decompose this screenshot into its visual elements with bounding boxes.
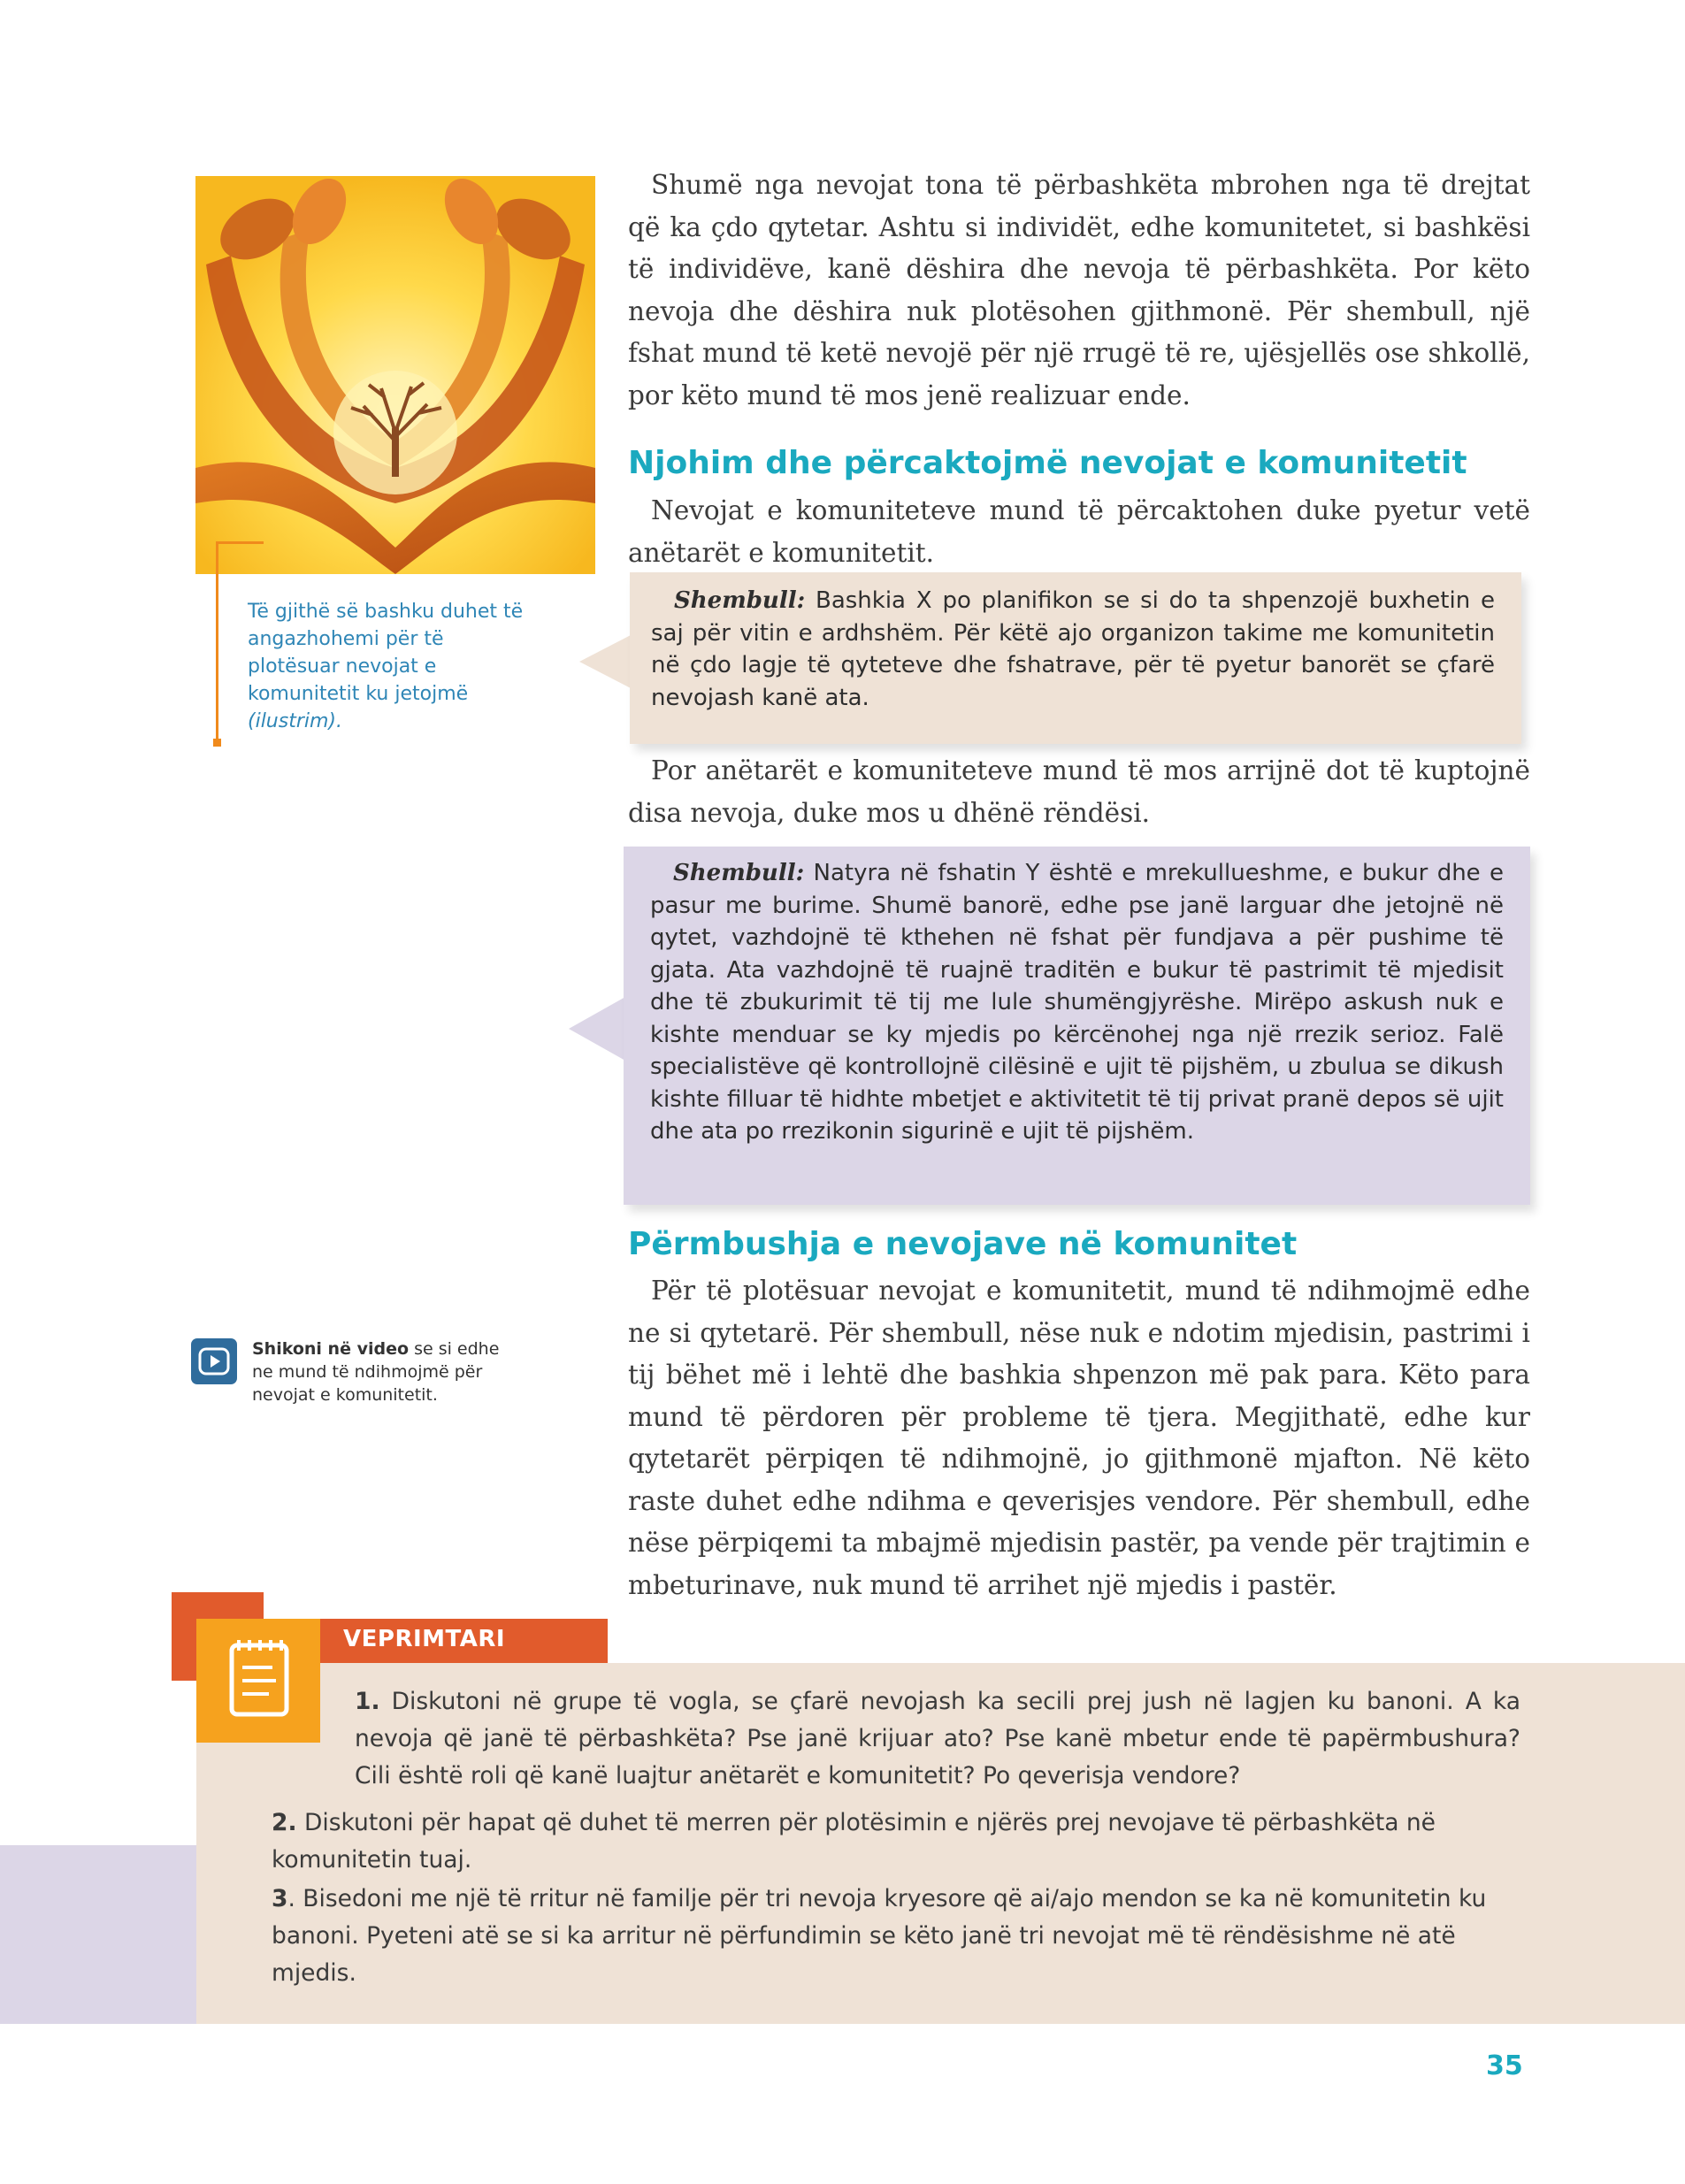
example-text: Bashkia X po planifikon se si do ta shpenzojë buxhetin e saj për vitin e ardhshëm. Për këtë ajo organizon takime me komunitetin në çdo lagje të qyteteve dhe fshatrave, për të pyetur banorët se çfarë nevojash kanë ata. bbox=[651, 587, 1495, 711]
activity-item-1 bbox=[355, 1683, 1520, 1795]
callout-pointer bbox=[569, 997, 625, 1061]
activity-item-text: Diskutoni në grupe të vogla, se çfarë nevojash ka secili prej jush në lagjen ku banoni. A ka nevoja që janë të përbashkëta? Pse janë krijuar ato? Pse kanë mbetur ende të papërmbushura? Cili është roli që kanë luajtur anëtarët e komunitetit? Po qeverisja vendore? bbox=[355, 1688, 1520, 1789]
paragraph-identify: Nevojat e komuniteteve mund të përcaktohen duke pyetur vetë anëtarët e komunitetit. bbox=[628, 495, 1530, 568]
activity-item-3 bbox=[272, 1881, 1520, 1992]
caption-note: (ilustrim). bbox=[248, 710, 343, 732]
example-box-2 bbox=[624, 847, 1530, 1205]
notepad-icon bbox=[196, 1619, 320, 1743]
activity-side-band bbox=[0, 1845, 196, 2024]
section-heading-identify: Njohim dhe përcaktojmë nevojat e komunitetit bbox=[628, 445, 1467, 481]
callout-pointer bbox=[579, 635, 631, 688]
activity-item-number: 2. bbox=[272, 1809, 297, 1836]
section-heading-fulfill: Përmbushja e nevojave në komunitet bbox=[628, 1226, 1298, 1262]
activity-item-text: Diskutoni për hapat që duhet të merren për plotësimin e njërës prej nevojave të përbashkëta në komunitetin tuaj. bbox=[272, 1809, 1436, 1874]
video-note-text: se si edhe ne mund të ndihmojmë për nevojat e komunitetit. bbox=[252, 1339, 500, 1405]
caption-rule bbox=[216, 541, 218, 747]
example-box-1 bbox=[630, 572, 1521, 744]
activity-item-text: . Bisedoni me një të rritur në familje për tri nevoja kryesore që ai/ajo mendon se ka në komunitetin ku banoni. Pyeteni atë se si ka arritur në përfundimin se këto janë tri nevojat më të rëndësishme në atë mjedis. bbox=[272, 1885, 1487, 1987]
caption-text: Të gjithë së bashku duhet të angazhohemi për të plotësuar nevojat e komunitetit ku jetojmë bbox=[248, 601, 524, 705]
activity-item-number: 1. bbox=[355, 1688, 380, 1715]
video-note[interactable] bbox=[252, 1337, 517, 1406]
activity-title: VEPRIMTARI bbox=[343, 1626, 506, 1652]
paragraph-intro: Shumë nga nevojat tona të përbashkëta mbrohen nga të drejtat që ka çdo qytetar. Ashtu si individët, edhe komunitetet, si bashkësi të individëve, kanë dëshira dhe nevoja të përbashkëta. Por këto nevoja dhe dëshira nuk plotësohen gjithmonë. Për shembull, një fshat mund të ketë nevojë për një rrugë të re, ujësjellës ose shkollë, por këto mund të mos jenë realizuar ende. bbox=[628, 170, 1530, 410]
example-label: Shembull: bbox=[673, 860, 805, 886]
caption-marker bbox=[213, 739, 221, 747]
video-play-icon[interactable] bbox=[191, 1338, 237, 1384]
caption-rule-top bbox=[216, 541, 264, 544]
video-note-bold: Shikoni në video bbox=[252, 1339, 410, 1359]
example-text: Natyra në fshatin Y është e mrekullueshme, e bukur dhe e pasur me burime. Shumë banorë, edhe pse janë larguar dhe jetojnë në qytet, vazhdojnë të kthehen në fshat për fundjava a për pushime të gjata. Ata vazhdojnë të ruajnë traditën e bukur të pastrimit të mjedisit dhe të zbukurimit të tij me lule shumëngjyrëshe. Mirëpo askush nuk e kishte menduar se ky mjedis po kërcënohej nga një rrezik serioz. Falë specialistëve që kontrollojnë cilësinë e ujit të pijshëm, u zbulua se dikush kishte filluar të hidhte mbetjet e aktivitetit të tij privat pranë depos së ujit dhe ata po rrezikonin sigurinë e ujit të pijshëm. bbox=[650, 860, 1504, 1145]
activity-item-number: 3 bbox=[272, 1885, 288, 1912]
example-label: Shembull: bbox=[674, 587, 806, 614]
paragraph-awareness: Por anëtarët e komuniteteve mund të mos arrijnë dot të kuptojnë disa nevoja, duke mos u dhënë rëndësi. bbox=[628, 755, 1530, 828]
paragraph-fulfill: Për të plotësuar nevojat e komunitetit, mund të ndihmojmë edhe ne si qytetarë. Për shembull, nëse nuk e ndotim mjedisin, pastrimi i tij bëhet më i lehtë dhe bashkia shpenzon më pak para. Këto para mund të përdoren për probleme të tjera. Megjithatë, edhe kur qytetarët përpiqen të ndihmojnë, jo gjithmonë mjafton. Në këto raste duhet edhe ndihma e qeverisjes vendore. Për shembull, edhe nëse përpiqemi ta mbajmë mjedisin pastër, pa vende për trajtimin e mbeturinave, nuk mund të arrihet një mjedis i pastër. bbox=[628, 1276, 1530, 1600]
activity-item-2 bbox=[272, 1805, 1520, 1879]
page-number: 35 bbox=[1486, 2050, 1523, 2081]
illustration-caption bbox=[248, 598, 531, 735]
hands-tree-illustration bbox=[195, 176, 595, 574]
